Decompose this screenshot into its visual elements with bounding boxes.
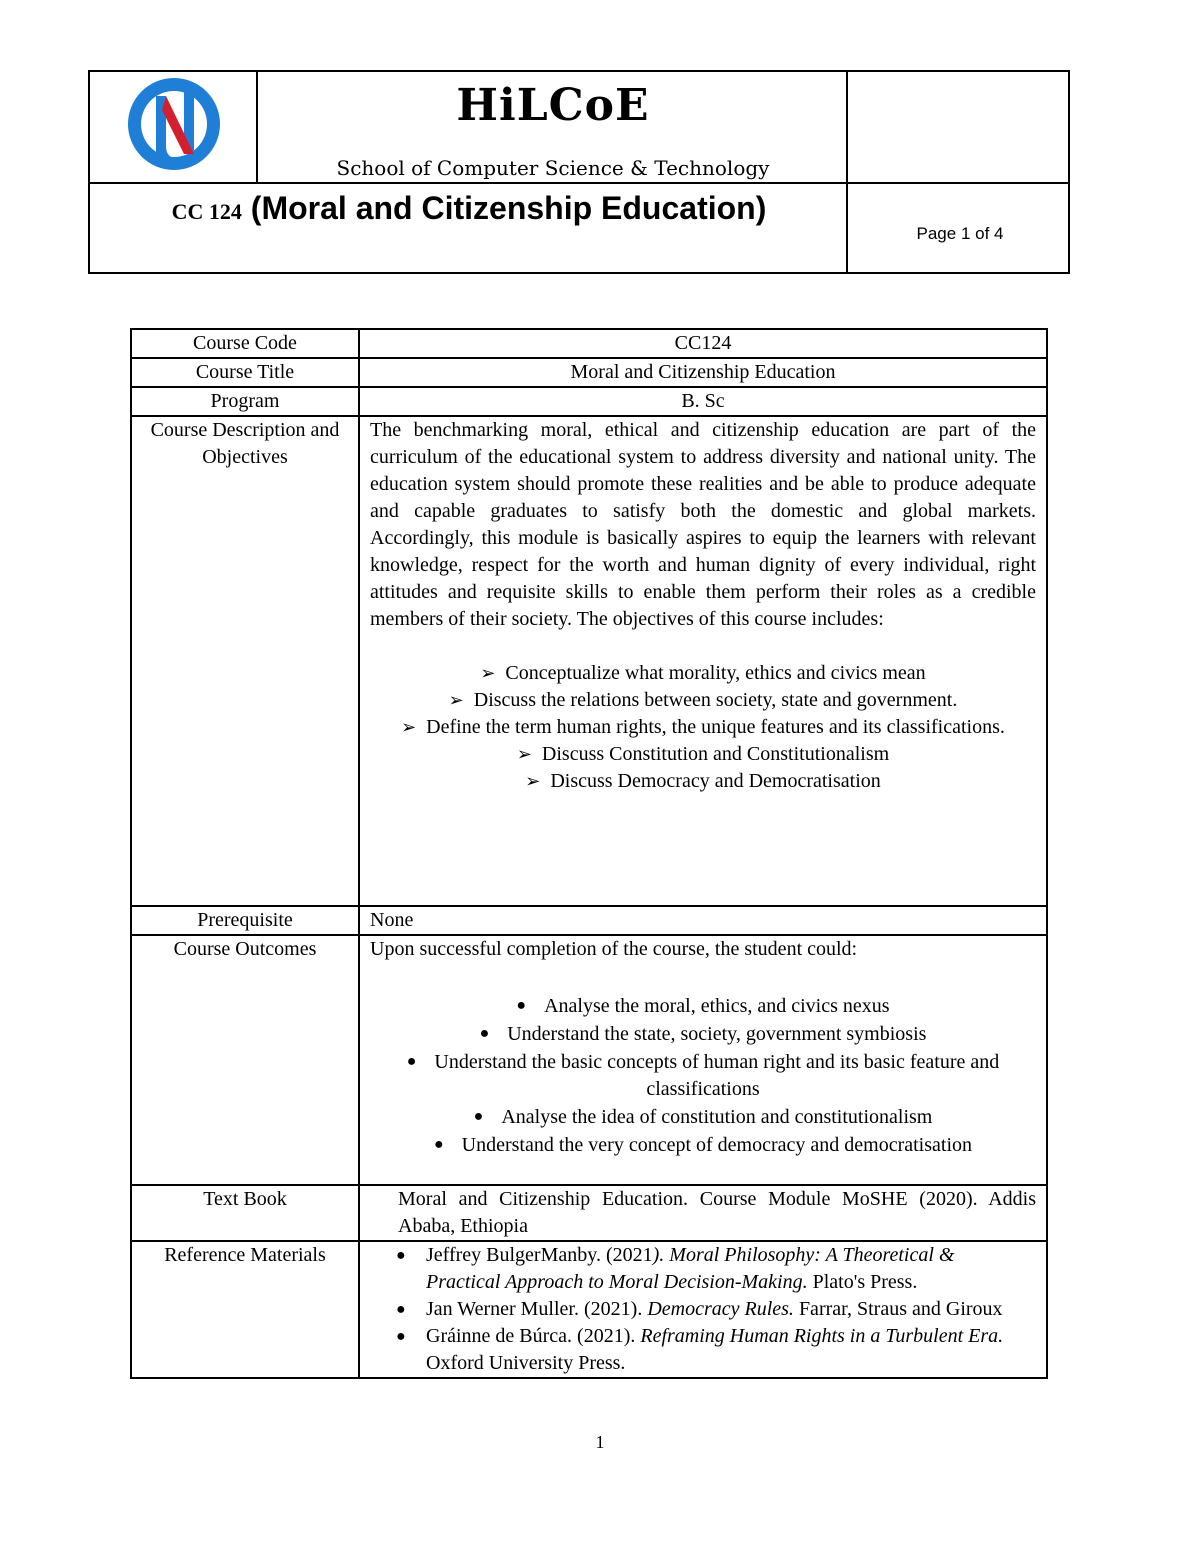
list-item: ● Analyse the idea of constitution and constitutionalism bbox=[473, 1106, 933, 1128]
table-row bbox=[131, 416, 1047, 906]
hilcoe-logo bbox=[126, 74, 222, 174]
table-row bbox=[131, 329, 1047, 358]
bullet-icon: ● bbox=[479, 1025, 490, 1042]
outcomes-list bbox=[370, 992, 1036, 1159]
course-title-label: Course Title bbox=[131, 358, 359, 387]
course-title-value: Moral and Citizenship Education bbox=[359, 358, 1047, 387]
description-label: Course Description and Objectives bbox=[131, 416, 359, 906]
table-row bbox=[131, 1241, 1047, 1378]
textbook-value: Moral and Citizenship Education. Course Module MoSHE (2020). Addis Ababa, Ethiopia bbox=[359, 1185, 1047, 1241]
prerequisite-value: None bbox=[359, 906, 1047, 935]
references-cell bbox=[359, 1241, 1047, 1378]
list-item: ● Understand the state, society, government symbiosis bbox=[479, 1023, 927, 1045]
list-item: ● Understand the basic concepts of human right and its basic feature and classifications bbox=[406, 1051, 1000, 1100]
bullet-icon: ● bbox=[396, 1328, 406, 1345]
page-info: Page 1 of 4 bbox=[916, 224, 1004, 243]
arrow-bullet-icon: ➢ bbox=[516, 744, 532, 764]
page-number: 1 bbox=[595, 1432, 605, 1452]
description-cell bbox=[359, 416, 1047, 906]
program-value: B. Sc bbox=[359, 387, 1047, 416]
references-label: Reference Materials bbox=[131, 1241, 359, 1378]
arrow-bullet-icon: ➢ bbox=[448, 690, 464, 710]
arrow-bullet-icon: ➢ bbox=[401, 717, 417, 737]
bullet-icon: ● bbox=[406, 1053, 417, 1070]
document-header bbox=[88, 70, 1070, 274]
list-item: ● Jeffrey BulgerManby. (2021). Moral Philosophy: A Theoretical & Practical Approach to Moral Decision-Making. Plato's Press. bbox=[396, 1244, 955, 1293]
bullet-icon: ● bbox=[516, 997, 527, 1014]
table-row bbox=[131, 1185, 1047, 1241]
table-row bbox=[131, 906, 1047, 935]
description-text: The benchmarking moral, ethical and citizenship education are part of the curriculum of the educational system to address diversity and national unity. The education system should promote these realities and be able to produce adequate and capable graduates to satisfy both the domestic and global markets. Accordingly, this module is basically aspires to equip the learners with relevant knowledge, respect for the worth and human dignity of every individual, right attitudes and requisite skills to enable them perform their roles as a credible members of their society. The objectives of this course includes: bbox=[370, 419, 1036, 630]
list-item: ● Jan Werner Muller. (2021). Democracy Rules. Farrar, Straus and Giroux bbox=[410, 1296, 1028, 1323]
course-heading-title: (Moral and Citizenship Education) bbox=[250, 190, 767, 226]
arrow-bullet-icon: ➢ bbox=[525, 771, 541, 791]
list-item: ● Analyse the moral, ethics, and civics nexus bbox=[516, 995, 890, 1017]
outcomes-cell bbox=[359, 935, 1047, 1185]
header-divider bbox=[90, 182, 1068, 184]
bullet-icon: ● bbox=[396, 1301, 406, 1318]
list-item: ● Understand the very concept of democracy and democratisation bbox=[433, 1134, 973, 1156]
list-item: ➢ Discuss the relations between society, state and government. bbox=[448, 689, 958, 711]
course-code-value: CC124 bbox=[359, 329, 1047, 358]
list-item: ➢ Define the term human rights, the unique features and its classifications. bbox=[401, 716, 1005, 738]
list-item: ● Gráinne de Búrca. (2021). Reframing Human Rights in a Turbulent Era. Oxford University Press. bbox=[396, 1325, 1004, 1374]
references-list bbox=[370, 1242, 1028, 1377]
list-item: ➢ Conceptualize what morality, ethics and civics mean bbox=[480, 662, 926, 684]
bullet-icon: ● bbox=[433, 1136, 444, 1153]
textbook-label: Text Book bbox=[131, 1185, 359, 1241]
table-row bbox=[131, 358, 1047, 387]
institution-name: HiLCoE bbox=[456, 80, 650, 131]
program-label: Program bbox=[131, 387, 359, 416]
table-row bbox=[131, 387, 1047, 416]
school-name: School of Computer Science & Technology bbox=[336, 156, 770, 180]
bullet-icon: ● bbox=[396, 1247, 406, 1264]
course-heading-code: CC 124 bbox=[171, 199, 242, 224]
arrow-bullet-icon: ➢ bbox=[480, 663, 496, 683]
prerequisite-label: Prerequisite bbox=[131, 906, 359, 935]
course-code-label: Course Code bbox=[131, 329, 359, 358]
table-row bbox=[131, 935, 1047, 1185]
course-info-table bbox=[130, 328, 1048, 1379]
outcomes-intro: Upon successful completion of the course, the student could: bbox=[370, 938, 858, 960]
objectives-list bbox=[370, 660, 1036, 795]
bullet-icon: ● bbox=[473, 1108, 484, 1125]
list-item: ➢ Discuss Constitution and Constitutionalism bbox=[516, 743, 890, 765]
list-item: ➢ Discuss Democracy and Democratisation bbox=[525, 770, 881, 792]
course-heading bbox=[90, 190, 848, 227]
outcomes-label: Course Outcomes bbox=[131, 935, 359, 1185]
